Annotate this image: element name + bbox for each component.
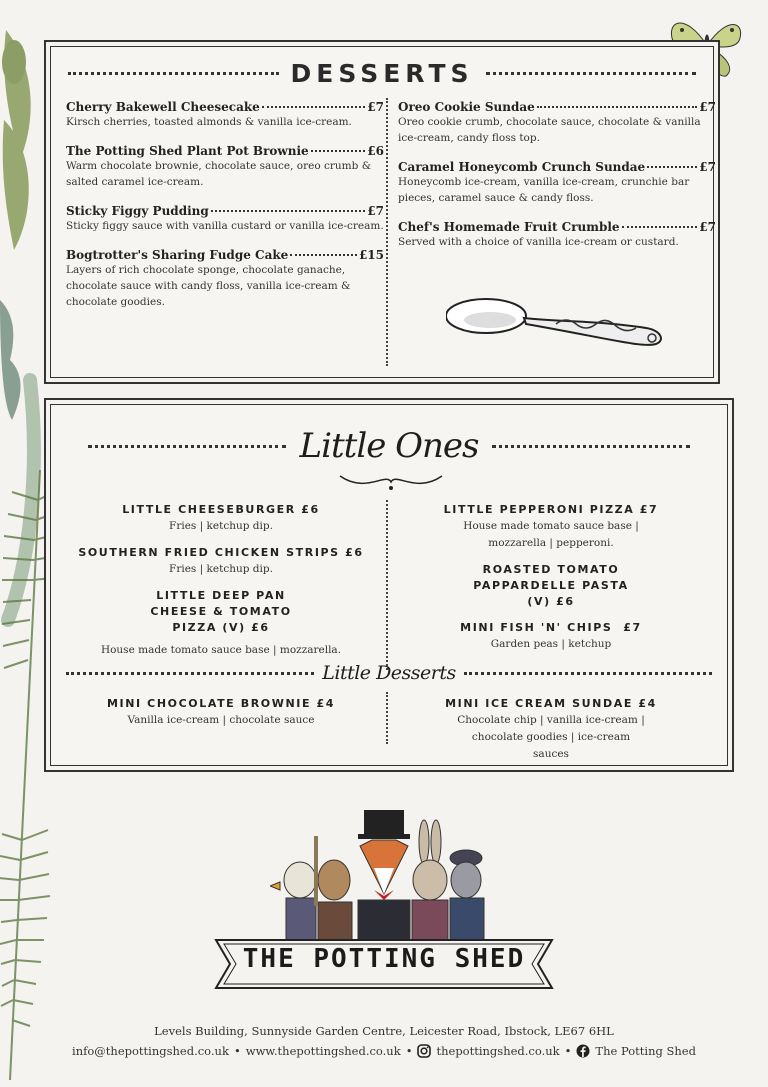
item-price: £7 xyxy=(367,100,384,114)
animal-characters-illustration xyxy=(270,806,488,942)
item-name: LITTLE DEEP PAN CHEESE & TOMATO PIZZA (V) £6 xyxy=(150,589,292,634)
separator: • xyxy=(564,1044,572,1058)
menu-item xyxy=(406,502,696,552)
separator: • xyxy=(405,1044,413,1058)
menu-item xyxy=(76,545,366,578)
item-description: Fries | ketchup dip. xyxy=(169,563,273,575)
item-description: House made tomato sauce base | mozzarella | pepperoni. xyxy=(463,520,639,549)
little-ones-title-row xyxy=(88,426,690,466)
spoon-illustration xyxy=(446,294,668,350)
divider-dots xyxy=(88,445,286,448)
menu-item xyxy=(406,620,696,653)
item-name: Caramel Honeycomb Crunch Sundae xyxy=(398,160,646,174)
menu-item xyxy=(76,588,366,659)
item-name: ROASTED TOMATO PAPPARDELLE PASTA (V) £6 xyxy=(473,563,629,608)
little-desserts-right-column xyxy=(406,696,696,773)
item-description: Sticky figgy sauce with vanilla custard or vanilla ice-cream. xyxy=(66,220,384,232)
item-name: LITTLE PEPPERONI PIZZA £7 xyxy=(443,503,659,516)
item-price: £7 xyxy=(699,160,716,174)
item-name: Sticky Figgy Pudding xyxy=(66,204,209,218)
menu-item xyxy=(398,160,716,206)
separator: • xyxy=(233,1044,241,1058)
divider-dots xyxy=(66,672,314,675)
divider-dots xyxy=(492,445,690,448)
little-desserts-left-column xyxy=(76,696,366,739)
little-ones-section xyxy=(44,398,734,772)
menu-item xyxy=(66,248,384,310)
column-divider xyxy=(386,692,388,744)
menu-item xyxy=(406,562,696,610)
menu-item xyxy=(76,502,366,535)
menu-item xyxy=(398,220,716,250)
little-desserts-title-row xyxy=(66,660,712,686)
item-price: £6 xyxy=(367,144,384,158)
logo-text: THE POTTING SHED xyxy=(242,944,526,974)
item-description: Vanilla ice-cream | chocolate sauce xyxy=(127,714,315,726)
item-description: House made tomato sauce base | mozzarella. xyxy=(100,644,342,656)
instagram-icon xyxy=(417,1044,431,1058)
item-description: Layers of rich chocolate sponge, chocolate ganache, chocolate sauce with candy floss, vanilla ice-cream & chocolate goodies. xyxy=(66,264,351,308)
item-description: Warm chocolate brownie, chocolate sauce, oreo crumb & salted caramel ice-cream. xyxy=(66,160,372,188)
facebook-link[interactable]: The Potting Shed xyxy=(595,1044,696,1058)
address-text: Levels Building, Sunnyside Garden Centre, Leicester Road, Ibstock, LE67 6HL xyxy=(154,1024,614,1038)
column-divider xyxy=(386,98,388,366)
item-name: MINI CHOCOLATE BROWNIE £4 xyxy=(106,697,336,710)
website-link[interactable]: www.thepottingshed.co.uk xyxy=(245,1044,401,1058)
item-name: Bogtrotter's Sharing Fudge Cake xyxy=(66,248,289,262)
little-ones-right-column xyxy=(406,502,696,663)
email-link[interactable]: info@thepottingshed.co.uk xyxy=(72,1044,229,1058)
item-name: MINI FISH 'N' CHIPS £7 xyxy=(460,621,642,634)
instagram-link[interactable]: thepottingshed.co.uk xyxy=(436,1044,560,1058)
desserts-title-row xyxy=(68,56,696,90)
divider-dots xyxy=(486,72,697,75)
menu-item xyxy=(66,144,384,190)
item-price: £15 xyxy=(358,248,384,262)
item-name: MINI ICE CREAM SUNDAE £4 xyxy=(445,697,657,710)
item-name: Cherry Bakewell Cheesecake xyxy=(66,100,260,114)
little-desserts-title: Little Desserts xyxy=(322,662,456,684)
item-description: Served with a choice of vanilla ice-cream or custard. xyxy=(398,236,679,248)
item-name: LITTLE CHEESEBURGER £6 xyxy=(122,503,320,516)
desserts-right-column xyxy=(398,100,716,264)
desserts-left-column xyxy=(66,100,384,324)
menu-item xyxy=(398,100,716,146)
little-ones-left-column xyxy=(76,502,366,669)
little-ones-title: Little Ones xyxy=(299,426,479,466)
menu-item xyxy=(66,100,384,130)
item-description: Fries | ketchup dip. xyxy=(169,520,273,532)
contact-line xyxy=(0,1044,768,1058)
item-name: Oreo Cookie Sundae xyxy=(398,100,535,114)
item-description: Chocolate chip | vanilla ice-cream | chocolate goodies | ice-cream sauces xyxy=(457,714,645,760)
menu-item xyxy=(406,696,696,763)
item-name: Chef's Homemade Fruit Crumble xyxy=(398,220,620,234)
desserts-title: DESSERTS xyxy=(290,58,474,88)
item-price: £7 xyxy=(699,100,716,114)
item-price: £7 xyxy=(699,220,716,234)
divider-dots xyxy=(464,672,712,675)
menu-item xyxy=(66,204,384,234)
item-description: Garden peas | ketchup xyxy=(490,638,612,650)
item-name: The Potting Shed Plant Pot Brownie xyxy=(66,144,309,158)
column-divider xyxy=(386,500,388,670)
flourish-ornament xyxy=(336,468,446,496)
divider-dots xyxy=(68,72,279,75)
item-description: Oreo cookie crumb, chocolate sauce, chocolate & vanilla ice-cream, candy floss top. xyxy=(398,116,701,144)
item-description: Kirsch cherries, toasted almonds & vanilla ice-cream. xyxy=(66,116,352,128)
item-name: SOUTHERN FRIED CHICKEN STRIPS £6 xyxy=(78,546,364,559)
item-description: Honeycomb ice-cream, vanilla ice-cream, crunchie bar pieces, caramel sauce & candy floss. xyxy=(398,176,690,204)
desserts-section xyxy=(44,40,720,384)
facebook-icon xyxy=(576,1044,590,1058)
item-price: £7 xyxy=(367,204,384,218)
menu-item xyxy=(76,696,366,729)
